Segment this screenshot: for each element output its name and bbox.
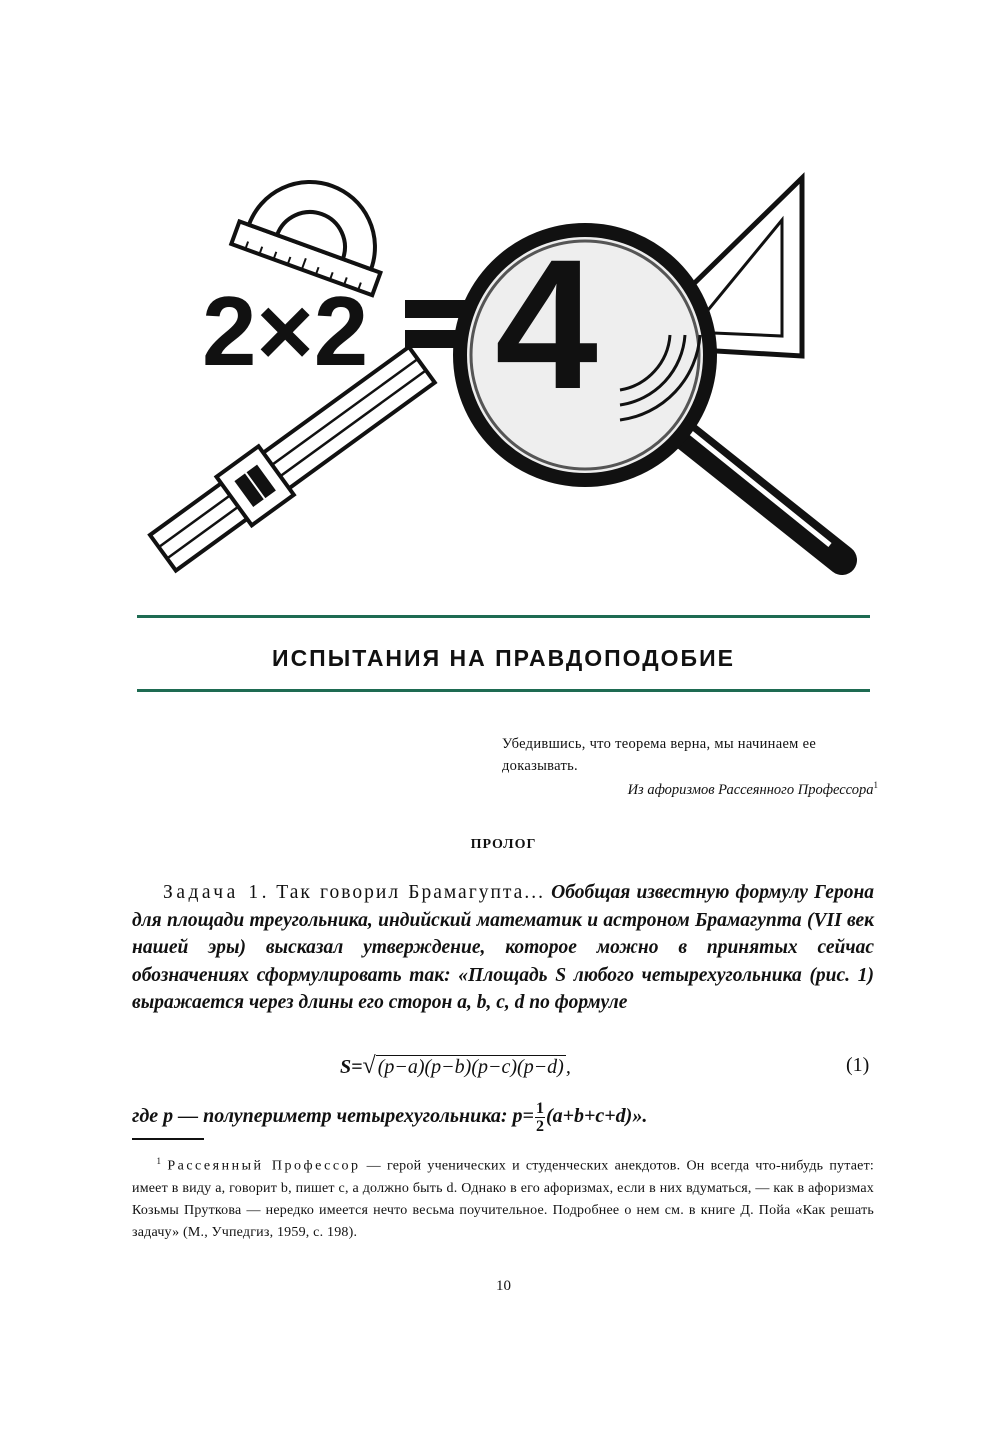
where-tail: (a+b+c+d)». xyxy=(545,1105,648,1128)
footnote-rule xyxy=(132,1138,204,1140)
frac-numerator: 1 xyxy=(535,1100,544,1117)
formula-radicand: (p−a)(p−b)(p−c)(p−d) xyxy=(377,1056,564,1078)
equation-rhs: 4 xyxy=(495,222,598,428)
frac-denominator: 2 xyxy=(535,1118,544,1135)
footnote-mark: 1 xyxy=(156,1156,162,1166)
equals-sign-bottom xyxy=(405,330,467,348)
where-line xyxy=(132,1100,647,1135)
chapter-illustration xyxy=(130,120,870,580)
formula-lhs: S= xyxy=(340,1056,363,1078)
problem-title: Так говорил Брамагупта... xyxy=(276,882,545,903)
where-text: где p — полупериметр четырехугольника: p= xyxy=(132,1105,534,1128)
fraction-one-half xyxy=(535,1100,545,1135)
footnote xyxy=(132,1150,874,1244)
prologue-heading: ПРОЛОГ xyxy=(470,837,537,852)
problem-statement: Обобщая известную формулу Герона для площади треугольника, индийский математик и астроном Брамагупта (VII век нашей эры) высказал утверждение, которое можно в принятых сейчас обозначениях сформулировать так: «Площадь S любого четырехугольника (рис. 1) выражается через длины его сторон a, b, c, d по формуле xyxy=(132,882,875,1013)
epigraph-text: Убедившись, что теорема верна, мы начинаем ее доказывать. xyxy=(502,736,817,774)
equation-lhs: 2×2 xyxy=(202,276,369,386)
section-title: ИСПЫТАНИЯ НА ПРАВДОПОДОБИЕ xyxy=(272,645,735,671)
epigraph-source-text: Из афоризмов Рассеянного Профессора xyxy=(627,781,874,798)
page-number: 10 xyxy=(496,1278,511,1294)
formula-number: (1) xyxy=(846,1054,870,1076)
epigraph-footnote-mark: 1 xyxy=(873,780,878,790)
equals-sign-top xyxy=(405,300,467,318)
bottom-rule xyxy=(137,689,870,692)
sqrt-sign: √ xyxy=(362,1053,376,1079)
top-rule xyxy=(137,615,870,618)
footnote-text: — герой ученических и студенческих анекдотов. Он всегда что-нибудь путает: имеет в виду a, говорит b, пишет c, а должно быть d. Однако в его афоризмах, если в них вдуматься, — как в афоризмах Козьмы Пруткова — нередко имеется нечто весьма поучительное. Подробнее о нем см. в книге Д. Пойа «Как решать задачу» (М., Учпедгиз, 1959, с. 198). xyxy=(132,1158,874,1240)
footnote-lead: Рассеянный Профессор xyxy=(167,1158,361,1174)
problem-paragraph xyxy=(132,879,874,1017)
problem-label: Задача 1. xyxy=(163,882,271,903)
protractor-icon xyxy=(231,160,402,295)
formula-tail: , xyxy=(565,1056,571,1078)
epigraph-source xyxy=(502,780,878,799)
brahmagupta-formula xyxy=(340,1053,571,1080)
